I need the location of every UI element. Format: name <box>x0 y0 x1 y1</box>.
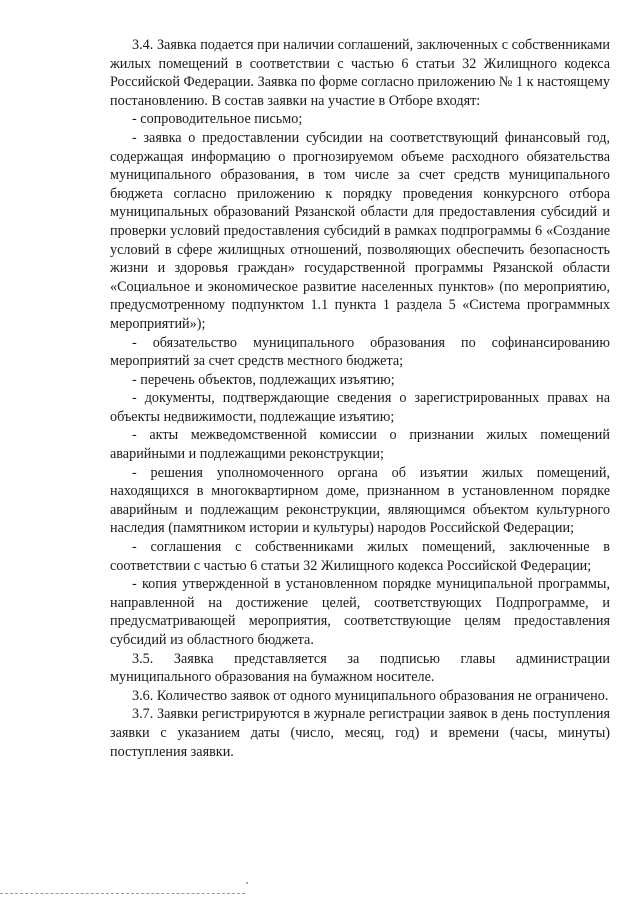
list-item-owner-agreements: - соглашения с собственниками жилых помещений, заключенные в соответствии с частью 6 статьи 32 Жилищного кодекса Российской Федерации; <box>110 539 610 574</box>
paragraph-3-7: 3.7. Заявки регистрируются в журнале регистрации заявок в день поступления заявки с указанием даты (число, месяц, год) и времени (часы, минуты) поступления заявки. <box>110 706 610 760</box>
page-edge-rule <box>0 893 245 894</box>
list-item-withdrawal-decisions: - решения уполномоченного органа об изъятии жилых помещений, находящихся в многоквартирном доме, признанном в установленном порядке аварийным и подлежащим реконструкции, являющимся объектом культурного наследия (памятником истории и культуры) народов Российской Федерации; <box>110 464 610 537</box>
list-item-commission-acts: - акты межведомственной комиссии о признании жилых помещений аварийными и подлежащими реконструкции; <box>110 427 610 463</box>
list-item-cover-letter: - сопроводительное письмо; <box>132 111 303 128</box>
paragraph-3-5: 3.5. Заявка представляется за подписью главы администрации муниципального образования на бумажном носителе. <box>110 650 610 686</box>
list-item-objects-list: - перечень объектов, подлежащих изъятию; <box>132 371 395 388</box>
list-item-municipal-program-copy: - копия утвержденной в установленном порядке муниципальной программы, направленной на достижение целей, соответствующих Подпрограмме, и предусматривающей мероприятия, соответствующие целям предоставления субсидий из областного бюджета. <box>110 576 610 648</box>
list-item-subsidy-application: - заявка о предоставлении субсидии на соответствующий финансовый год, содержащая информацию о прогнозируемом объеме расходного обязательства муниципального образования, в том числе за счет средств муниципального бюджета согласно приложению к порядку проведения конкурсного отбора муниципальных образований Рязанской области для предоставления субсидий и проверки условий предоставления субсидий в рамках подпрограммы 6 «Создание условий в сфере жилищных отношений, позволяющих обеспечить безопасность жизни и здоровья граждан» государственной программы Рязанской области «Социальное и экономическое развитие населенных пунктов» (по мероприятию, предусмотренному подпунктом 1.1 пункта 1 раздела 5 «Система программных мероприятий»); <box>110 129 610 332</box>
list-item-cofinancing-obligation: - обязательство муниципального образования по софинансированию мероприятий за счет средств местного бюджета; <box>110 334 610 370</box>
paragraph-3-6: 3.6. Количество заявок от одного муниципального образования не ограничено. <box>132 687 609 704</box>
scan-artifact <box>246 882 248 884</box>
paragraph-3-4: 3.4. Заявка подается при наличии соглашений, заключенных с собственниками жилых помещений в соответствии с частью 6 статьи 32 Жилищного кодекса Российской Федерации. Заявка по форме согласно приложению № 1 к настоящему постановлению. В состав заявки на участие в Отборе входят: <box>110 37 610 109</box>
list-item-property-rights-documents: - документы, подтверждающие сведения о зарегистрированных правах на объекты недвижимости, подлежащие изъятию; <box>110 390 610 425</box>
document-body <box>110 36 610 761</box>
